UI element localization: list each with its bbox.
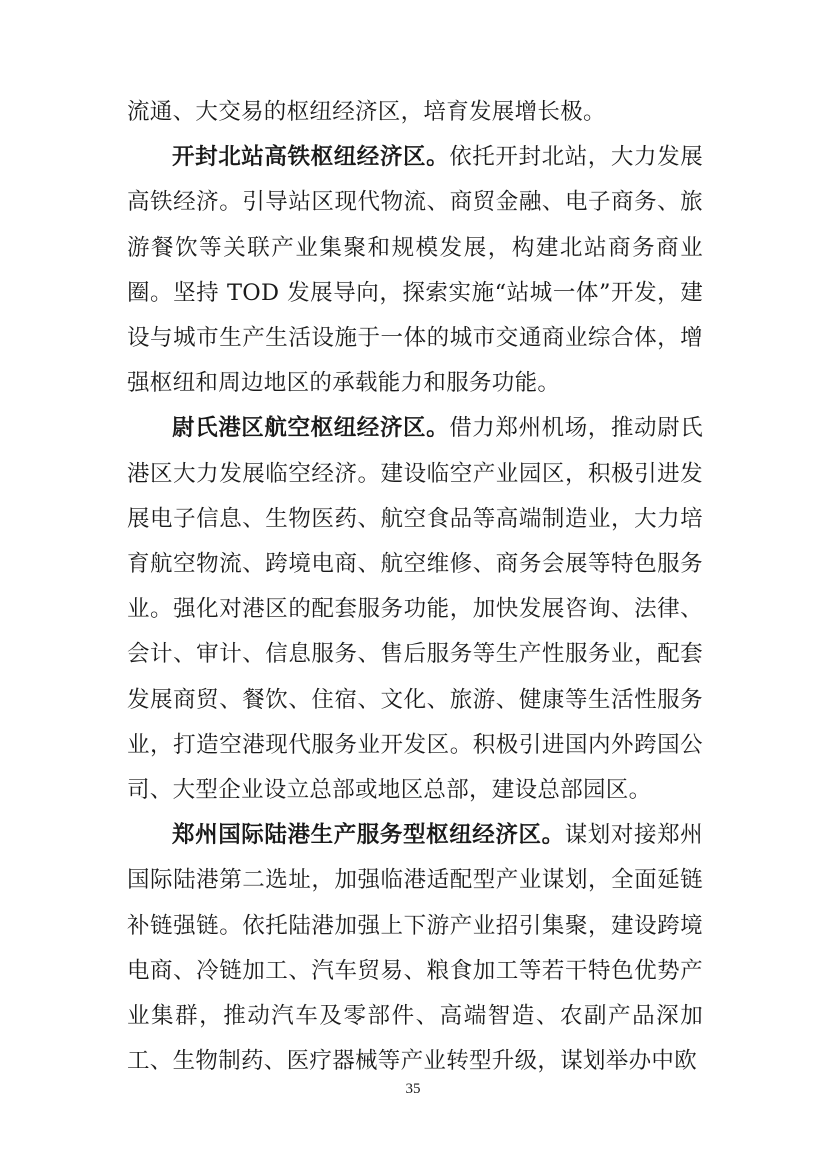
paragraph-kaifeng-north-station [127,135,703,406]
paragraph-weishi-port [127,406,703,813]
paragraph-text: 谋划对接郑州国际陆港第二选址，加强临港适配型产业谋划，全面延链补链强链。依托陆港加强上下游产业招引集聚，建设跨境电商、冷链加工、汽车贸易、粮食加工等若干特色优势产业集群，推动汽车及零部件、高端智造、农副产品深加工、生物制药、医疗器械等产业转型升级，谋划举办中欧 [127,822,703,1075]
paragraph-continuation [127,90,703,135]
paragraph-text: 依托开封北站，大力发展高铁经济。引导站区现代物流、商贸金融、电子商务、旅游餐饮等关联产业集聚和规模发展，构建北站商务商业圈。坚持 TOD 发展导向，探索实施“站城一体”开发，建设与城市生产生活设施于一体的城市交通商业综合体，增强枢纽和周边地区的承载能力和服务功能。 [127,144,703,397]
paragraph-text: 借力郑州机场，推动尉氏港区大力发展临空经济。建设临空产业园区，积极引进发展电子信息、生物医药、航空食品等高端制造业，大力培育航空物流、跨境电商、航空维修、商务会展等特色服务业。强化对港区的配套服务功能，加快发展咨询、法律、会计、审计、信息服务、售后服务等生产性服务业，配套发展商贸、餐饮、住宿、文化、旅游、健康等生活性服务业，打造空港现代服务业开发区。积极引进国内外跨国公司、大型企业设立总部或地区总部，建设总部园区。 [127,415,703,804]
page-number: 35 [405,1081,421,1097]
document-body [127,90,703,1084]
paragraph-text: 流通、大交易的枢纽经济区，培育发展增长极。 [127,99,606,125]
paragraph-lead: 尉氏港区航空枢纽经济区。 [172,415,450,442]
paragraph-zhengzhou-land-port [127,813,703,1084]
paragraph-lead: 开封北站高铁枢纽经济区。 [172,144,450,171]
paragraph-lead: 郑州国际陆港生产服务型枢纽经济区。 [172,822,565,849]
